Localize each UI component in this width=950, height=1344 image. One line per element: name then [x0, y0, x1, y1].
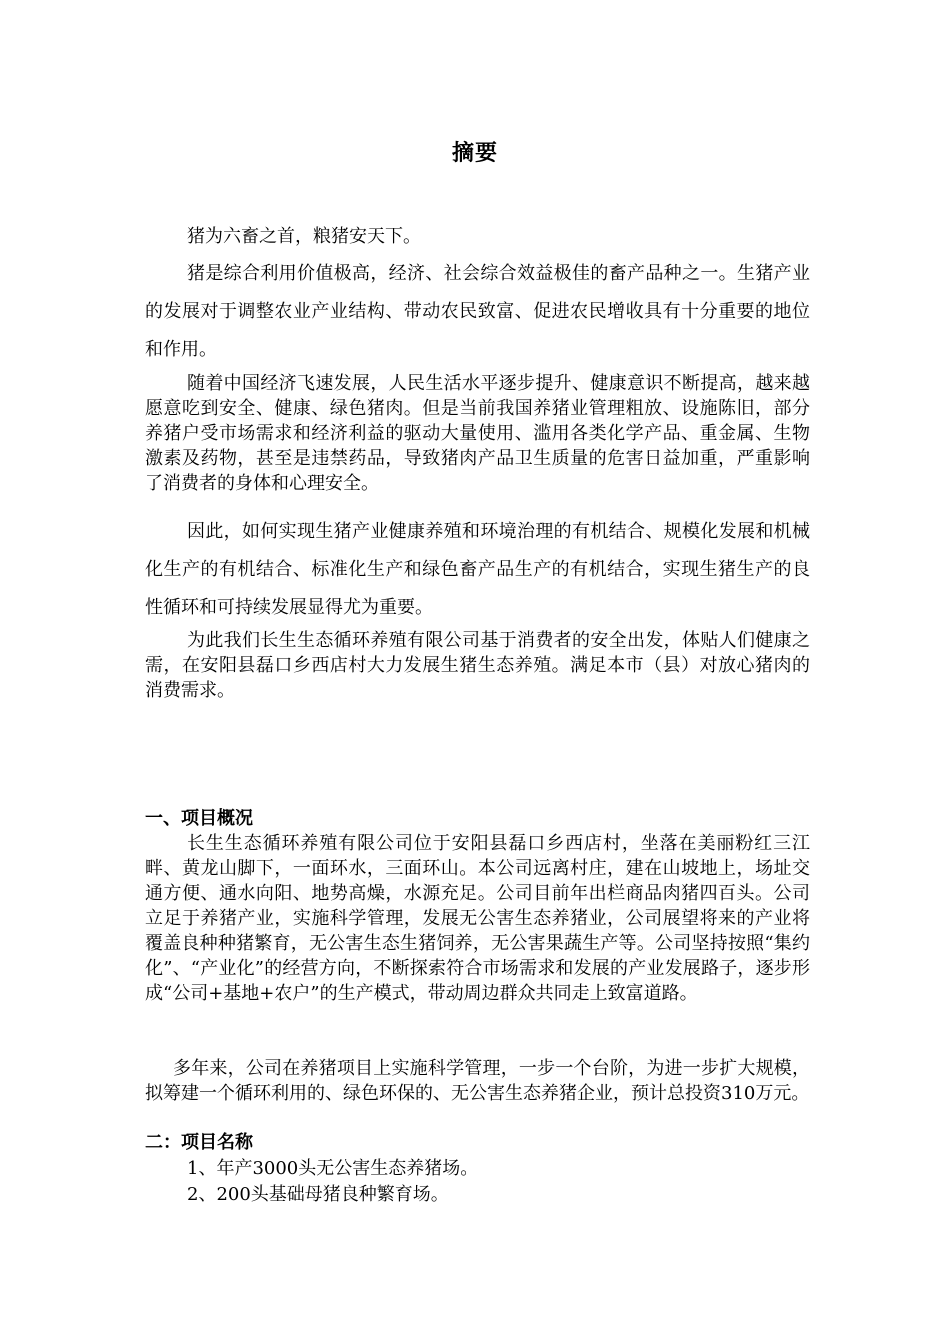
- overview-paragraph-1: 长生生态循环养殖有限公司位于安阳县磊口乡西店村，坐落在美丽粉红三江畔、黄龙山脚下，一面环水，三面环山。本公司远离村庄，建在山坡地上，场址交通方便、通水向阳、地势高燥，水源充足。公司目前年出栏商品肉猪四百头。公司立足于养猪产业，实施科学管理，发展无公害生态养猪业，公司展望将来的产业将覆盖良种种猪繁育，无公害生态生猪饲养，无公害果蔬生产等。公司坚持按照“集约化”、“产业化”的经营方向，不断探索符合市场需求和发展的产业发展路子，逐步形成“公司+基地+农户”的生产模式，带动周边群众共同走上致富道路。: [145, 833, 810, 1004]
- abstract-paragraph-3: 随着中国经济飞速发展，人民生活水平逐步提升、健康意识不断提高，越来越愿意吃到安全、健康、绿色猪肉。但是当前我国养猪业管理粗放、设施陈旧，部分养猪户受市场需求和经济利益的驱动大量使用、滥用各类化学产品、重金属、生物激素及药物，甚至是违禁药品，导致猪肉产品卫生质量的危害日益加重，严重影响了消费者的身体和心理安全。: [145, 373, 810, 494]
- abstract-paragraph-2: 猪是综合利用价值极高，经济、社会综合效益极佳的畜产品种之一。生猪产业的发展对于调整农业产业结构、带动农民致富、促进农民增收具有十分重要的地位和作用。: [145, 263, 810, 360]
- section-heading-project-name: 二：项目名称: [145, 1132, 253, 1153]
- abstract-paragraph-1: 猪为六畜之首，粮猪安天下。: [187, 226, 421, 247]
- section-heading-overview: 一、项目概况: [145, 808, 253, 829]
- project-item: 2、200头基础母猪良种繁育场。: [187, 1184, 449, 1205]
- abstract-paragraph-4: 因此，如何实现生猪产业健康养殖和环境治理的有机结合、规模化发展和机械化生产的有机结合、标准化生产和绿色畜产品生产的有机结合，实现生猪生产的良性循环和可持续发展显得尤为重要。: [145, 521, 810, 618]
- page-title: 摘要: [451, 141, 498, 166]
- project-item: 1、年产3000头无公害生态养猪场。: [187, 1158, 479, 1179]
- abstract-paragraph-5: 为此我们长生生态循环养殖有限公司基于消费者的安全出发，体贴人们健康之需，在安阳县磊口乡西店村大力发展生猪生态养殖。满足本市（县）对放心猪肉的消费需求。: [145, 630, 810, 701]
- overview-paragraph-2: 多年来，公司在养猪项目上实施科学管理，一步一个台阶，为进一步扩大规模，拟筹建一个循环利用的、绿色环保的、无公害生态养猪企业，预计总投资310万元。: [145, 1058, 810, 1104]
